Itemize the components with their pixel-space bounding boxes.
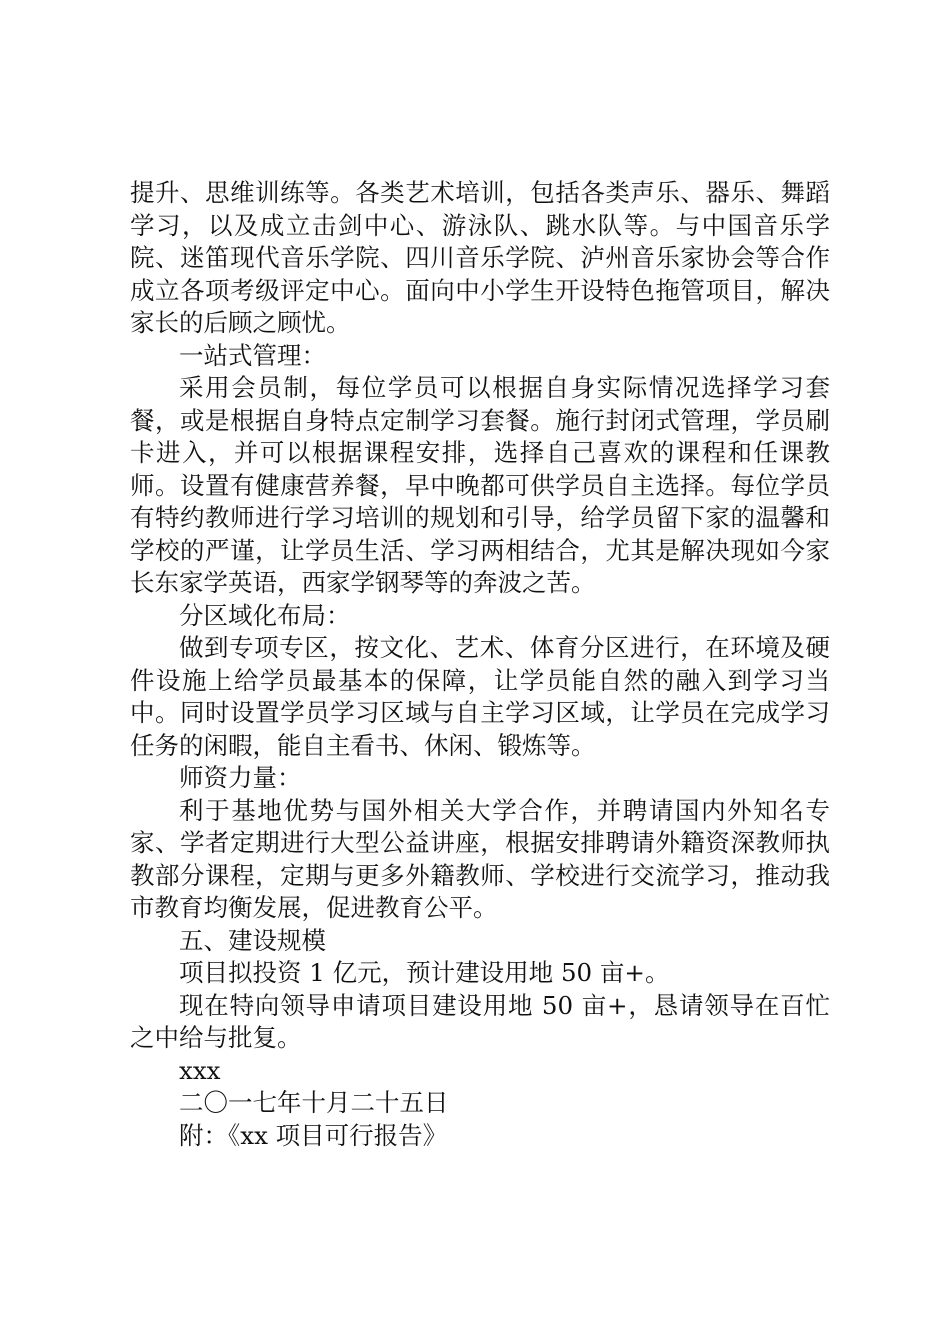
paragraph-investment: 项目拟投资 1 亿元，预计建设用地 50 亩+。 [179,958,670,987]
signature-date: 二〇一七年十月二十五日 [179,1088,449,1117]
heading-zoned-layout: 分区域化布局： [179,600,351,630]
heading-construction-scale: 五、建设规模 [179,925,326,955]
paragraph-activities: 提升、思维训练等。各类艺术培训，包括各类声乐、器乐、舞蹈学习，以及成立击剑中心、游泳队、跳水队等。与中国音乐学院、迷笛现代音乐学院、四川音乐学院、泸州音乐家协会等合作成立各项考级评定中心。面向中小学生开设特色拖管项目，解决家长的后顾之顾忧。 [130,178,830,337]
document-body [130,177,830,1152]
paragraph-request: 现在特向领导申请项目建设用地 50 亩+，恳请领导在百忙之中给与批复。 [130,990,830,1052]
attachment-note: 附：《xx 项目可行报告》 [179,1120,448,1150]
heading-one-stop-management: 一站式管理： [179,340,326,370]
paragraph-faculty: 利于基地优势与国外相关大学合作，并聘请国内外知名专家、学者定期进行大型公益讲座，根据安排聘请外籍资深教师执教部分课程，定期与更多外籍教师、学校进行交流学习，推动我市教育均衡发展，促进教育公平。 [130,795,830,922]
paragraph-membership: 采用会员制，每位学员可以根据自身实际情况选择学习套餐，或是根据自身特点定制学习套餐。施行封闭式管理，学员刷卡进入，并可以根据课程安排，选择自己喜欢的课程和任课教师。设置有健康营养餐，早中晚都可供学员自主选择。每位学员有特约教师进行学习培训的规划和引导，给学员留下家的温馨和学校的严谨，让学员生活、学习两相结合，尤其是解决现如今家长东家学英语，西家学钢琴等的奔波之苦。 [130,373,830,597]
signature-name: xxx [179,1055,221,1085]
heading-faculty: 师资力量： [179,763,302,792]
paragraph-zones: 做到专项专区，按文化、艺术、体育分区进行，在环境及硬件设施上给学员最基本的保障，让学员能自然的融入到学习当中。同时设置学员学习区域与自主学习区域，让学员在完成学习任务的闲暇，能自主看书、休闲、锻炼等。 [130,633,830,760]
